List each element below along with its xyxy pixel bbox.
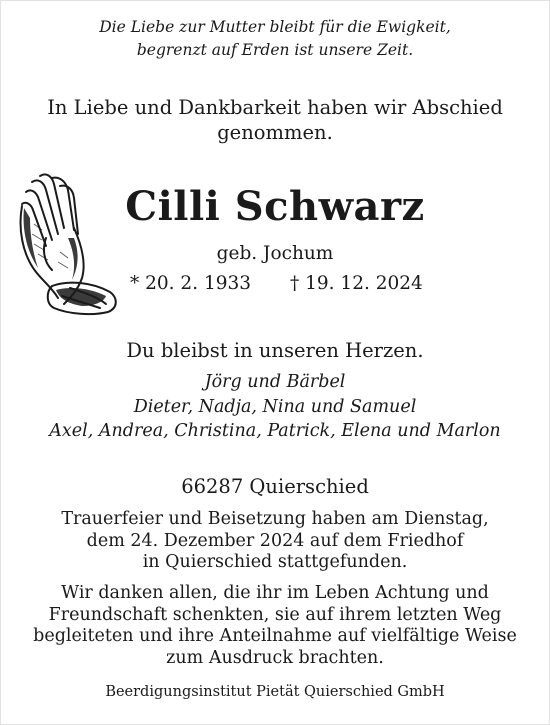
thanks-line: begleiteten und ihre Anteilnahme auf vielfältige Weise — [33, 626, 517, 646]
thanks-line: Wir danken allen, die ihr im Leben Achtung und — [61, 583, 489, 603]
thanks-text — [0, 583, 550, 669]
thanks-line: zum Ausdruck brachten. — [166, 647, 384, 668]
deceased-name: Cilli Schwarz — [125, 183, 425, 230]
family-line: Dieter, Nadja, Nina und Samuel — [133, 396, 417, 417]
motto-line: begrenzt auf Erden ist unsere Zeit. — [136, 41, 414, 59]
motto — [0, 16, 550, 62]
funeral-line: in Quierschied stattgefunden. — [142, 552, 408, 572]
death-date: † 19. 12. 2024 — [290, 273, 423, 294]
intro-text — [0, 95, 550, 145]
maiden-name: geb. Jochum — [216, 243, 334, 264]
funeral-line: Trauerfeier und Beisetzung haben am Dienstag, — [61, 509, 489, 529]
funeral-info — [0, 509, 550, 574]
thanks-line: Freundschaft schenkten, sie auf ihrem letzten Weg — [48, 604, 502, 625]
undertaker-name: Beerdigungsinstitut Pietät Quierschied GmbH — [105, 684, 445, 700]
family-line: Jörg und Bärbel — [204, 372, 346, 392]
remembrance-text: Du bleibst in unseren Herzen. — [126, 339, 424, 362]
funeral-line: dem 24. Dezember 2024 auf dem Friedhof — [86, 530, 464, 551]
birth-date: * 20. 2. 1933 — [130, 273, 252, 294]
intro-line: genommen. — [217, 121, 333, 144]
family-names — [0, 370, 550, 444]
family-line: Axel, Andrea, Christina, Patrick, Elena und Marlon — [49, 421, 501, 441]
place-text: 66287 Quierschied — [181, 475, 369, 498]
intro-line: In Liebe und Dankbarkeit haben wir Abschied — [47, 96, 503, 119]
motto-line: Die Liebe zur Mutter bleibt für die Ewigkeit, — [99, 18, 451, 36]
